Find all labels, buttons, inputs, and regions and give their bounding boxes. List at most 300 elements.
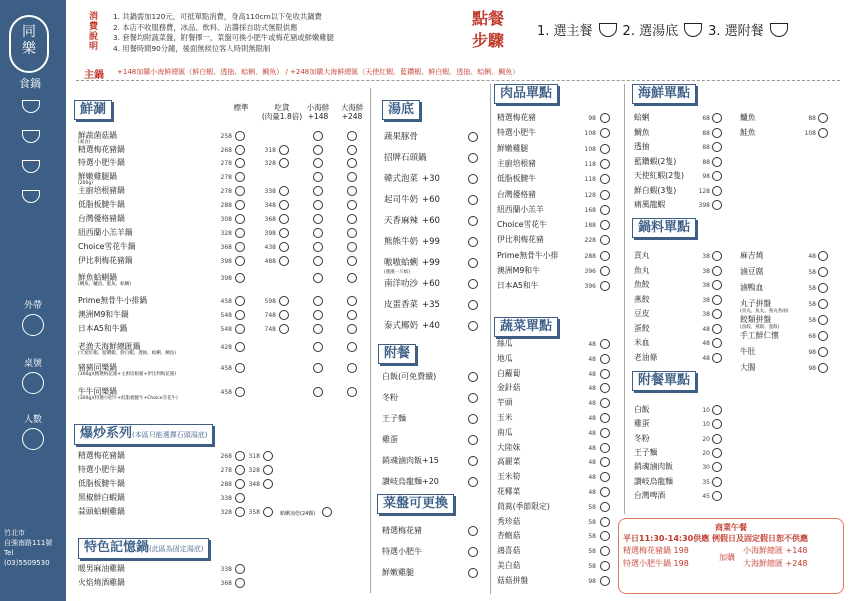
select-small-seafood[interactable] (313, 131, 323, 141)
select-small-seafood[interactable] (313, 228, 323, 238)
select-quantity[interactable] (600, 383, 610, 393)
select-quantity[interactable] (818, 315, 828, 325)
menu-item-name: 低脂板腱牛鍋 (78, 200, 125, 209)
select-quantity[interactable] (712, 491, 722, 501)
select-big[interactable] (279, 158, 289, 168)
select-quantity[interactable] (712, 353, 722, 363)
select-quantity[interactable] (600, 546, 610, 556)
menu-item-name: 大陸妹 (497, 442, 521, 452)
menu-item-name: 麻吉燒 (740, 251, 764, 260)
soup-surcharge: +60 (422, 216, 440, 226)
menu-item-name: 牛肚 (740, 347, 756, 356)
menu-item-name: Choice雪花牛 (497, 220, 547, 230)
menu-item-price: 98 (588, 577, 596, 585)
menu-item-name: 台灣優格豬鍋 (78, 214, 125, 223)
select-small-seafood[interactable] (313, 273, 323, 283)
select-quantity[interactable] (712, 266, 722, 276)
menu-item-price: 58 (588, 548, 596, 556)
select-big-seafood[interactable] (347, 273, 357, 283)
price-standard: 278 (220, 174, 232, 181)
select-quantity[interactable] (600, 576, 610, 586)
menu-item-name: 鴻喜菇 (497, 546, 521, 556)
main-addon-note: +148加購小海鮮總匯（鮮白蝦、透抽、蛤蜊、鯛魚） / +248加購大海鮮總匯（天使紅蝦、藍鑽蝦、鮮白蝦、透抽、蛤蜊、鯛魚） (117, 68, 520, 76)
select-quantity[interactable] (818, 363, 828, 373)
menu-item-name: 絲瓜 (497, 339, 513, 348)
price-standard: 328 (220, 509, 232, 516)
address-line: 自強南路111號 (4, 539, 53, 547)
menu-item-note: (魚餃、燕餃、蛋餃) (740, 325, 780, 330)
soup-surcharge: +99 (422, 258, 440, 268)
menu-item-price: 48 (588, 370, 596, 378)
select-quantity[interactable] (818, 251, 828, 261)
menu-item-price: 398 (698, 202, 710, 209)
select-small-seafood[interactable] (313, 158, 323, 168)
menu-item-name: 讚岐烏龍麵 (634, 476, 673, 486)
select-standard[interactable] (235, 228, 245, 238)
select-quantity[interactable] (712, 338, 722, 348)
price-standard: 368 (220, 580, 232, 587)
price-big: 318 (264, 147, 276, 154)
menu-item-name: 蒜頭蛤蜊雞鍋 (78, 507, 125, 516)
select-big[interactable] (279, 242, 289, 252)
price-big: 318 (248, 453, 260, 460)
select-standard[interactable] (235, 296, 245, 306)
price-standard: 368 (220, 244, 232, 251)
select-quantity[interactable] (712, 142, 722, 152)
menu-item-name: 伊比利梅花豬鍋 (78, 256, 133, 265)
select-quantity[interactable] (712, 324, 722, 334)
menu-item-name: 魚丸 (634, 265, 650, 275)
select-big-seafood[interactable] (347, 256, 357, 266)
select-standard[interactable] (235, 131, 245, 141)
menu-item-name: 台灣啤酒 (634, 490, 666, 500)
menu-item-name: 鮮白蝦(3隻) (634, 185, 677, 195)
table-number-field[interactable] (22, 372, 44, 394)
notice-line: 1. 共鍋需加120元，可抵單點消費，身高110cm以下免收共鍋費 (113, 12, 322, 21)
menu-item-name: 台灣優格豬 (497, 189, 536, 199)
soup-surcharge: +99 (422, 237, 440, 247)
select-quantity[interactable] (600, 413, 610, 423)
select-quantity[interactable] (600, 517, 610, 527)
select-standard[interactable] (235, 310, 245, 320)
order-steps (537, 20, 788, 39)
select-swap[interactable] (468, 568, 478, 578)
seafood-section-title: 海鮮單點 (632, 84, 696, 104)
price-big: 358 (248, 509, 260, 516)
soup-note: (漢漢一斤蛤) (384, 270, 411, 275)
stirfry-section-title (74, 424, 213, 445)
veg-section-title: 蔬菜單點 (494, 317, 558, 337)
select-small-seafood[interactable] (313, 145, 323, 155)
select-soup[interactable] (468, 279, 478, 289)
soup-item: 泰式椰奶 +40 (384, 321, 440, 331)
menu-item-price: 38 (702, 296, 710, 304)
main-label: 主鍋 (84, 70, 104, 81)
menu-item-name: 蛋餃 (634, 323, 650, 333)
select-quantity[interactable] (712, 251, 722, 261)
select-small-seafood[interactable] (313, 214, 323, 224)
menu-item-price: 38 (702, 311, 710, 318)
menu-item-price: 48 (702, 325, 710, 333)
menu-item-name: 紐西蘭小羔羊 (497, 204, 544, 214)
select-quantity[interactable] (600, 339, 610, 349)
select-quantity[interactable] (600, 113, 610, 123)
select-quantity[interactable] (818, 128, 828, 138)
select-soup[interactable] (468, 132, 478, 142)
price-standard: 258 (220, 133, 232, 140)
menu-item-name: 紐西蘭小羔羊鍋 (78, 228, 133, 237)
select-side[interactable] (468, 435, 478, 445)
select-quantity[interactable] (712, 171, 722, 181)
select-big[interactable] (279, 200, 289, 210)
select-quantity[interactable] (600, 205, 610, 215)
menu-item-note: (天使紅蝦、藍鑽蝦、鮮白蝦、透抽、蛤蜊、鯛魚) (78, 351, 177, 356)
select-big[interactable] (279, 228, 289, 238)
menu-item-price: 58 (808, 317, 816, 324)
select-standard[interactable] (235, 172, 245, 182)
select-quantity[interactable] (818, 347, 828, 357)
select-soup[interactable] (468, 174, 478, 184)
soup-surcharge: +60 (422, 195, 440, 205)
select-small-seafood[interactable] (313, 242, 323, 252)
price-standard: 548 (220, 312, 232, 319)
menu-item-name: 丸子拼盤 (貢丸、魚丸、燕丸各兩) (740, 299, 789, 314)
select-quantity[interactable] (600, 144, 610, 154)
select-quantity[interactable] (818, 299, 828, 309)
menu-item-name: 南瓜 (497, 427, 513, 437)
menu-item-name: 茼蒿(季節限定) (497, 501, 550, 511)
select-quantity[interactable] (600, 398, 610, 408)
menu-item-price: 58 (588, 503, 596, 511)
soup-item: 起司牛奶 +60 (384, 195, 440, 205)
select-standard[interactable] (235, 273, 245, 283)
select-big[interactable] (279, 324, 289, 334)
menu-item-price: 48 (702, 340, 710, 347)
select-big[interactable] (263, 451, 273, 461)
logo-text: 同 樂 (22, 24, 36, 57)
sidebar (0, 0, 66, 601)
price-standard: 288 (220, 202, 232, 209)
select-small-seafood[interactable] (313, 387, 323, 397)
menu-item-price: 118 (584, 176, 596, 184)
select-big-seafood[interactable] (347, 296, 357, 306)
select-big-seafood[interactable] (347, 186, 357, 196)
price-standard: 328 (220, 230, 232, 237)
promo-addon: 小海鮮總匯 +148 (743, 546, 808, 555)
menu-item-name: 米血 (634, 338, 650, 347)
menu-item-name: 滷豆腐 (740, 267, 764, 276)
select-quantity[interactable] (600, 443, 610, 453)
people-count-field[interactable] (22, 428, 44, 450)
menu-item-note: (素食) (78, 140, 91, 145)
menu-item-name: 王子麵 (634, 447, 658, 457)
select-big-seafood[interactable] (347, 158, 357, 168)
select-swap[interactable] (468, 547, 478, 557)
select-quantity[interactable] (600, 354, 610, 364)
meat-section-title: 肉品單點 (494, 84, 558, 104)
select-quantity[interactable] (600, 128, 610, 138)
select-small-seafood[interactable] (313, 342, 323, 352)
select-small-seafood[interactable] (313, 172, 323, 182)
select-soup[interactable] (468, 237, 478, 247)
menu-item-name: 牛牛同樂鍋 (300g)(特選小肥牛+低脂板腱牛+Choice雪花牛) (78, 387, 178, 401)
select-standard[interactable] (235, 363, 245, 373)
price-big: 328 (264, 160, 276, 167)
notice-line: 4. 用餐時間90分鐘，後面無候位客人時則無限制 (113, 43, 271, 53)
menu-item-price: 20 (702, 435, 710, 443)
menu-item-price: 68 (808, 333, 816, 340)
menu-item-name: 手工鮮仁懷 (740, 331, 779, 340)
price-big: 398 (264, 230, 276, 237)
menu-item-price: 48 (588, 400, 596, 408)
select-side[interactable] (468, 414, 478, 424)
select-quantity[interactable] (712, 157, 722, 167)
select-quantity[interactable] (712, 309, 722, 319)
col-small-seafood: 小海鮮 +148 (306, 103, 330, 121)
menu-item-price: 58 (588, 518, 596, 526)
menu-item-name: 老油條 (634, 352, 658, 362)
select-big[interactable] (263, 507, 273, 517)
select-soup[interactable] (468, 153, 478, 163)
select-soup[interactable] (468, 321, 478, 331)
soup-surcharge: +60 (422, 279, 440, 289)
select-big-seafood[interactable] (347, 131, 357, 141)
select-quantity[interactable] (712, 462, 722, 472)
price-big: 488 (264, 258, 276, 265)
menu-item-price: 48 (588, 459, 596, 467)
step-3: 3. 選附餐 (708, 24, 764, 39)
menu-item-price: 48 (588, 429, 596, 437)
menu-item-name: 黑椒鮮白蝦鍋 (78, 493, 125, 502)
cup-icon (22, 190, 40, 203)
price-big: 328 (248, 467, 260, 474)
select-soup[interactable] (468, 258, 478, 268)
price-big: 748 (264, 312, 276, 319)
menu-item-name: 豬豬同樂鍋 (300g)(精選梅花豬+主廚培根豬+伊比利梅花豬) (78, 363, 177, 377)
select-quantity[interactable] (600, 235, 610, 245)
menu-item-name: 蛤蜊 (634, 113, 650, 122)
select-quantity[interactable] (600, 266, 610, 276)
select-big[interactable] (279, 214, 289, 224)
select-big-seafood[interactable] (347, 342, 357, 352)
select-quantity[interactable] (600, 251, 610, 261)
select-standard[interactable] (235, 387, 245, 397)
select-quantity[interactable] (712, 419, 722, 429)
select-big-seafood[interactable] (347, 228, 357, 238)
select-standard[interactable] (235, 158, 245, 168)
select-quantity[interactable] (818, 267, 828, 277)
menu-item-name: 透抽 (634, 142, 650, 151)
select-soup[interactable] (468, 300, 478, 310)
select-quantity[interactable] (712, 113, 722, 123)
select-quantity[interactable] (818, 283, 828, 293)
select-small-seafood[interactable] (313, 186, 323, 196)
select-quantity[interactable] (600, 281, 610, 291)
select-soup[interactable] (468, 216, 478, 226)
order-steps-title: 點餐步驟 (472, 9, 505, 50)
select-quantity[interactable] (712, 280, 722, 290)
select-standard[interactable] (235, 493, 245, 503)
select-small-seafood[interactable] (313, 324, 323, 334)
select-big[interactable] (263, 465, 273, 475)
select-quantity[interactable] (600, 220, 610, 230)
price-standard: 268 (220, 453, 232, 460)
select-side[interactable] (468, 456, 478, 466)
select-big-seafood[interactable] (347, 200, 357, 210)
menu-item-name: Choice雪花牛鍋 (78, 242, 136, 251)
select-quantity[interactable] (600, 159, 610, 169)
price-standard: 458 (220, 365, 232, 372)
menu-item-name: 玉米 (497, 413, 513, 422)
promo-item-name: 特選小肥牛鍋 (623, 559, 671, 568)
notice-title: 消費說明 (89, 12, 99, 52)
select-standard[interactable] (235, 578, 245, 588)
select-small-seafood[interactable] (313, 310, 323, 320)
takeout-checkbox[interactable] (22, 314, 44, 336)
soup-item: 嗷嗷蛤蜊 +99 (漢漢一斤蛤) (384, 258, 440, 278)
price-big: 438 (264, 244, 276, 251)
select-big[interactable] (263, 479, 273, 489)
select-big-seafood[interactable] (347, 324, 357, 334)
price-standard: 268 (220, 147, 232, 154)
side-item: 白飯(可免費續) (382, 372, 437, 381)
select-big[interactable] (279, 296, 289, 306)
menu-item-price: 98 (808, 349, 816, 356)
select-quantity[interactable] (600, 531, 610, 541)
select-big-seafood[interactable] (347, 363, 357, 373)
select-quantity[interactable] (712, 186, 722, 196)
menu-item-name: 鮭魚 (740, 127, 756, 137)
select-quantity[interactable] (712, 200, 722, 210)
menu-item-name: 冬粉 (634, 433, 650, 443)
menu-item-name: Prime無骨牛小排鍋 (78, 296, 148, 305)
select-big-seafood[interactable] (347, 172, 357, 182)
price-big: 748 (264, 326, 276, 333)
select-big[interactable] (279, 256, 289, 266)
price-big: 348 (248, 481, 260, 488)
menu-item-price: 396 (584, 283, 596, 291)
select-big[interactable] (279, 186, 289, 196)
select-big-seafood[interactable] (347, 387, 357, 397)
menu-item-note: (300g)(特選小肥牛+低脂板腱牛+Choice雪花牛) (78, 396, 178, 401)
select-quantity[interactable] (600, 174, 610, 184)
select-standard[interactable] (235, 145, 245, 155)
select-standard[interactable] (235, 342, 245, 352)
divider (490, 84, 491, 594)
select-small-seafood[interactable] (313, 296, 323, 306)
select-standard[interactable] (235, 324, 245, 334)
menu-item-price: 108 (584, 130, 596, 138)
select-quantity[interactable] (600, 561, 610, 571)
promo-exclude: 例假日及固定假日恕不供應 (712, 534, 809, 543)
select-big-seafood[interactable] (347, 310, 357, 320)
price-big: 368 (264, 216, 276, 223)
select-small-seafood[interactable] (313, 200, 323, 210)
select-quantity[interactable] (600, 472, 610, 482)
menu-item-note: (鯛魚、鱸魚、鮭魚、蛤蜊) (78, 282, 132, 287)
promo-title: 商業午餐 (715, 523, 747, 532)
hotpot-section-title: 鮮涮 (74, 100, 112, 120)
select-quantity[interactable] (712, 434, 722, 444)
select-quantity[interactable] (600, 502, 610, 512)
select-swap[interactable] (468, 526, 478, 536)
select-big-seafood[interactable] (347, 145, 357, 155)
price-standard: 428 (220, 344, 232, 351)
divider (76, 80, 840, 81)
stirfry-note: (本區只能選擇石頭湯底) (132, 431, 208, 439)
select-standard[interactable] (235, 564, 245, 574)
select-quantity[interactable] (712, 295, 722, 305)
promo-item-price: 198 (673, 546, 689, 555)
menu-item-name: 花椰菜 (497, 487, 521, 496)
menu-item-name: 鱸魚 (740, 113, 756, 122)
step-2: 2. 選湯底 (622, 24, 679, 39)
select-quantity[interactable] (818, 331, 828, 341)
menu-item-name: 大腸 (740, 363, 756, 372)
menu-item-name: 伊比利梅花豬 (497, 235, 544, 245)
select-quantity[interactable] (712, 128, 722, 138)
promo-item-price: 198 (673, 559, 689, 568)
menu-item-name: 芋頭 (497, 398, 513, 408)
select-big-seafood[interactable] (347, 242, 357, 252)
menu-item-name: 秀珍菇 (497, 516, 521, 526)
menu-item-price: 118 (584, 160, 596, 168)
menu-item-name: 玉米筍 (497, 472, 521, 482)
select-soup[interactable] (468, 195, 478, 205)
select-standard[interactable] (235, 242, 245, 252)
select-quantity[interactable] (600, 190, 610, 200)
soup-surcharge: +40 (422, 321, 440, 331)
menu-item-name: 日本A5和牛鍋 (78, 324, 128, 333)
select-side[interactable] (468, 393, 478, 403)
select-extra[interactable] (322, 507, 332, 517)
price-big: 338 (264, 188, 276, 195)
menu-item-name: 鮮嫩雞腿 (497, 143, 529, 153)
select-quantity[interactable] (600, 428, 610, 438)
select-quantity[interactable] (712, 477, 722, 487)
select-quantity[interactable] (712, 405, 722, 415)
select-quantity[interactable] (712, 448, 722, 458)
select-big-seafood[interactable] (347, 214, 357, 224)
select-quantity[interactable] (600, 487, 610, 497)
select-quantity[interactable] (818, 113, 828, 123)
select-side[interactable] (468, 477, 478, 487)
price-standard: 398 (220, 275, 232, 282)
select-small-seafood[interactable] (313, 256, 323, 266)
select-big[interactable] (279, 145, 289, 155)
select-quantity[interactable] (600, 369, 610, 379)
select-standard[interactable] (235, 256, 245, 266)
select-standard[interactable] (235, 214, 245, 224)
menu-item-price: 58 (808, 269, 816, 276)
price-standard: 398 (220, 258, 232, 265)
side-section-title: 附餐 (378, 344, 416, 364)
select-quantity[interactable] (600, 457, 610, 467)
side-item: 讚岐烏龍麵+20 (382, 477, 439, 486)
menu-item-name: 火焰燒酒雞鍋 (78, 578, 125, 587)
side-item: 王子麵 (382, 414, 406, 423)
menu-item-name: 主廚培根豬鍋 (78, 186, 125, 195)
select-side[interactable] (468, 372, 478, 382)
menu-item-price: 128 (584, 191, 596, 199)
menu-item-name: 魚餃 (634, 280, 650, 289)
select-small-seafood[interactable] (313, 363, 323, 373)
select-standard[interactable] (235, 200, 245, 210)
select-big[interactable] (279, 310, 289, 320)
lunch-promo (618, 518, 844, 594)
menu-item-name: 精選梅花豬 (497, 113, 536, 122)
select-standard[interactable] (235, 186, 245, 196)
